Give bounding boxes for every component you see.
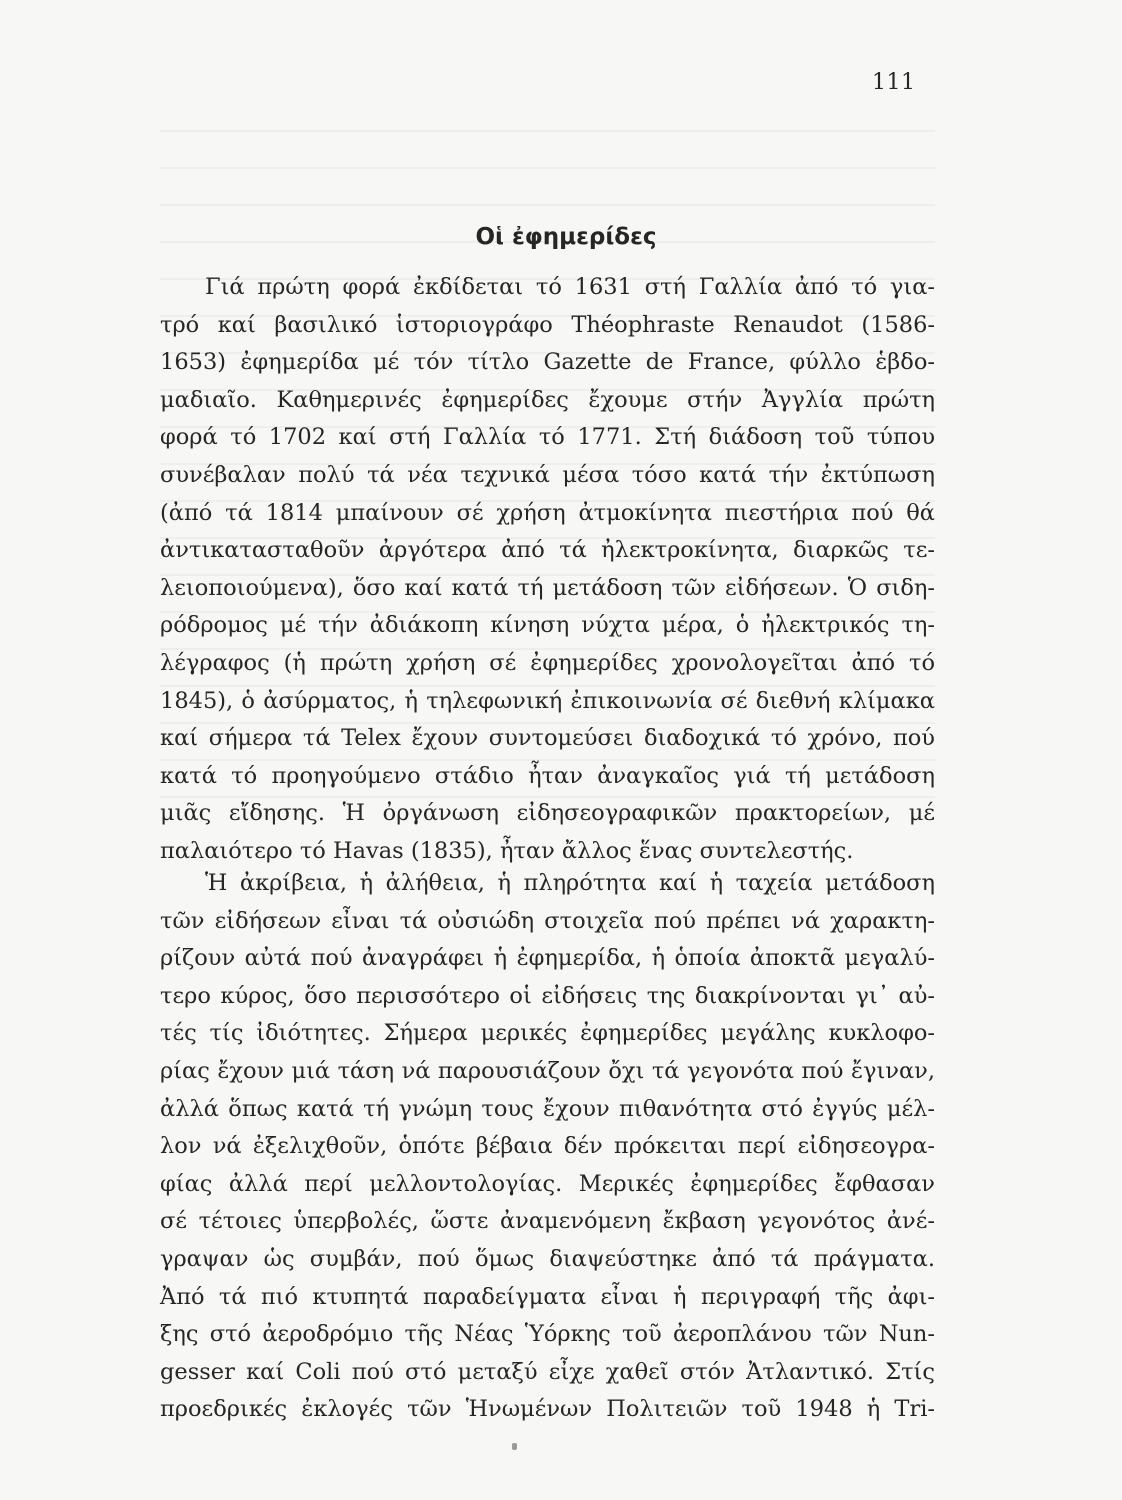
text-line: ἀλλά ὅπως κατά τή γνώμη τους ἔχουν πιθανότητα στό ἐγγύς μέλ- xyxy=(160,1095,935,1122)
text-line: λον νά ἐξελιχθοῦν, ὁπότε βέβαια δέν πρόκειται περί εἰδησεογρα- xyxy=(160,1133,935,1160)
paragraph-2 xyxy=(160,865,935,1429)
text-line: συνέβαλαν πολύ τά νέα τεχνικά μέσα τόσο κατά τήν ἐκτύπωση xyxy=(160,461,935,488)
text-line: λειοποιούμενα), ὅσο καί κατά τή μετάδοση τῶν εἰδήσεων. Ὁ σιδη- xyxy=(160,574,935,601)
text-line: τρό καί βασιλικό ἱστοριογράφο Théophraste Renaudot (1586- xyxy=(160,311,935,338)
text-line: ἀντικατασταθοῦν ἀργότερα ἀπό τά ἠλεκτροκίνητα, διαρκῶς τε- xyxy=(160,537,935,564)
text-line: τῶν εἰδήσεων εἶναι τά οὐσιώδη στοιχεῖα πού πρέπει νά χαρακτη- xyxy=(160,907,935,934)
text-line: μιᾶς εἴδησης. Ἡ ὀργάνωση εἰδησεογραφικῶν πρακτορείων, μέ xyxy=(160,800,935,827)
text-line: καί σήμερα τά Telex ἔχουν συντομεύσει διαδοχικά τό χρόνο, πού xyxy=(160,725,935,752)
text-line: ξης στό ἀεροδρόμιο τῆς Νέας Ὑόρκης τοῦ ἀεροπλάνου τῶν Nun- xyxy=(160,1321,935,1348)
text-line: τερο κύρος, ὅσο περισσότερο οἱ εἰδήσεις της διακρίνονται γι᾿ αὐ- xyxy=(160,982,935,1009)
text-line: ρίζουν αὐτά πού ἀναγράφει ἡ ἐφημερίδα, ἡ ὁποία ἀποκτᾶ μεγαλύ- xyxy=(160,945,935,972)
text-line: Γιά πρώτη φορά ἐκδίδεται τό 1631 στή Γαλλία ἀπό τό για- xyxy=(205,274,935,300)
text-line: 1845), ὁ ἀσύρματος, ἡ τηλεφωνική ἐπικοινωνία σέ διεθνή κλίμακα xyxy=(160,687,935,714)
text-line: λέγραφος (ἡ πρώτη χρήση σέ ἐφημερίδες χρονολογεῖται ἀπό τό xyxy=(160,649,935,676)
text-line: γραψαν ὡς συμβάν, πού ὅμως διαψεύστηκε ἀπό τά πράγματα. xyxy=(160,1245,935,1272)
text-line: (ἀπό τά 1814 μπαίνουν σέ χρήση ἀτμοκίνητα πιεστήρια πού θά xyxy=(160,499,935,526)
text-line: Ἀπό τά πιό κτυπητά παραδείγματα εἶναι ἡ περιγραφή τῆς ἀφι- xyxy=(160,1283,935,1310)
text-line: φίας ἀλλά περί μελλοντολογίας. Μερικές ἐφημερίδες ἔφθασαν xyxy=(160,1170,935,1197)
text-line: gesser καί Coli πού στό μεταξύ εἶχε χαθεῖ στόν Ἀτλαντικό. Στίς xyxy=(160,1358,935,1385)
text-line: μαδιαῖο. Καθημερινές ἐφημερίδες ἔχουμε στήν Ἀγγλία πρώτη xyxy=(160,386,935,413)
text-line: κατά τό προηγούμενο στάδιο ἦταν ἀναγκαῖος γιά τή μετάδοση xyxy=(160,762,935,789)
paragraph-1 xyxy=(160,269,935,871)
text-line: τές τίς ἰδιότητες. Σήμερα μερικές ἐφημερίδες μεγάλης κυκλοφο- xyxy=(160,1020,935,1047)
text-line: σέ τέτοιες ὑπερβολές, ὥστε ἀναμενόμενη ἔκβαση γεγονότος ἀνέ- xyxy=(160,1208,935,1235)
print-speck xyxy=(512,1443,517,1450)
text-line: προεδρικές ἐκλογές τῶν Ἡνωμένων Πολιτειῶν τοῦ 1948 ἡ Tri- xyxy=(160,1396,935,1423)
text-line: ρόδρομος μέ τήν ἀδιάκοπη κίνηση νύχτα μέρα, ὁ ἠλεκτρικός τη- xyxy=(160,612,935,639)
text-line: φορά τό 1702 καί στή Γαλλία τό 1771. Στή διάδοση τοῦ τύπου xyxy=(160,424,935,451)
text-line: 1653) ἐφημερίδα μέ τόν τίτλο Gazette de France, φύλλο ἑβδο- xyxy=(160,349,935,376)
text-line: ρίας ἔχουν μιά τάση νά παρουσιάζουν ὄχι τά γεγονότα πού ἔγιναν, xyxy=(160,1057,935,1084)
section-heading: Οἱ ἐφημερίδες xyxy=(475,224,657,250)
page-number: 111 xyxy=(872,70,916,95)
text-line: Ἡ ἀκρίβεια, ἡ ἀλήθεια, ἡ πληρότητα καί ἡ ταχεία μετάδοση xyxy=(205,870,935,896)
text-line: παλαιότερο τό Havas (1835), ἦταν ἄλλος ἕνας συντελεστής. xyxy=(160,837,854,864)
